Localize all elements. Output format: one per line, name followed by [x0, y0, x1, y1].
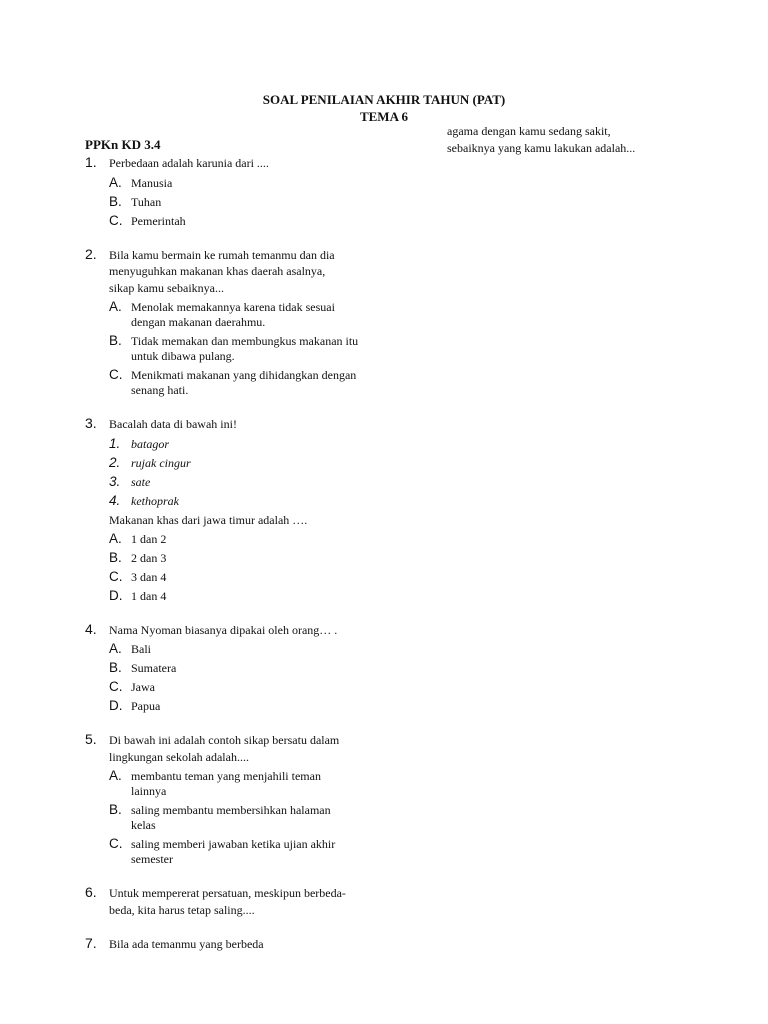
item-number: 4.	[109, 492, 121, 508]
option-letter: A.	[109, 530, 122, 546]
option	[85, 837, 361, 867]
question-1	[85, 155, 375, 172]
question-number: 1.	[85, 154, 97, 170]
data-item	[85, 437, 375, 452]
question-text: Perbedaan adalah karunia dari ....	[109, 156, 269, 170]
question-number: 5.	[85, 731, 97, 747]
option-text: Menikmati makanan yang dihidangkan dengan senang hati.	[131, 368, 357, 397]
item-number: 2.	[109, 454, 121, 470]
option-text: Menolak memakannya karena tidak sesuai dengan makanan daerahmu.	[131, 300, 335, 329]
option	[85, 334, 361, 364]
question-4	[85, 622, 375, 639]
section-heading: PPKn KD 3.4	[85, 137, 161, 152]
option-letter: D.	[109, 587, 123, 603]
option	[85, 195, 375, 210]
item-text: rujak cingur	[131, 455, 191, 470]
item-number: 3.	[109, 473, 121, 489]
question-number: 2.	[85, 245, 97, 262]
option-letter: A.	[109, 768, 122, 783]
option-letter: A.	[109, 641, 122, 656]
option-text: Tidak memakan dan membungkus makanan itu untuk dibawa pulang.	[131, 334, 359, 363]
question-6	[85, 885, 349, 918]
left-column	[85, 137, 375, 953]
option	[85, 661, 375, 676]
question-text: Untuk mempererat persatuan, meskipun berbeda-beda, kita harus tetap saling....	[109, 886, 346, 917]
option-letter: C.	[109, 836, 123, 851]
option-text: Bali	[131, 642, 151, 656]
option-letter: B.	[109, 660, 122, 675]
option	[85, 699, 375, 714]
question-number: 6.	[85, 884, 97, 900]
option-letter: C.	[109, 212, 123, 228]
question-text: Bila kamu bermain ke rumah temanmu dan dia menyuguhkan makanan khas daerah asalnya, sikap kamu sebaiknya...	[109, 247, 335, 295]
option-letter: C.	[109, 367, 123, 382]
page-title: SOAL PENILAIAN AKHIR TAHUN (PAT)	[262, 92, 506, 107]
option-letter: B.	[109, 333, 122, 348]
item-text: kethoprak	[131, 493, 179, 508]
option	[85, 300, 361, 330]
option-text: 1 dan 2	[131, 531, 167, 546]
option-text: 3 dan 4	[131, 569, 167, 584]
option-text: Papua	[131, 699, 161, 713]
option	[85, 589, 375, 604]
option	[85, 368, 361, 398]
option-text: Pemerintah	[131, 213, 186, 228]
question-number: 4.	[85, 620, 97, 637]
question-3	[85, 416, 375, 433]
option-text: 1 dan 4	[131, 588, 167, 603]
item-text: sate	[131, 474, 151, 489]
option-letter: C.	[109, 568, 123, 584]
question-text: Di bawah ini adalah contoh sikap bersatu dalam lingkungan sekolah adalah....	[109, 733, 340, 764]
question-5	[85, 732, 371, 765]
question-2	[85, 247, 349, 297]
option	[85, 642, 375, 657]
option-text: Manusia	[131, 175, 173, 190]
option-text: saling memberi jawaban ketika ujian akhir semester	[131, 837, 336, 866]
data-item	[85, 456, 375, 471]
option-letter: A.	[109, 174, 122, 190]
option	[85, 769, 357, 799]
question-text: Nama Nyoman biasanya dipakai oleh orang… .	[109, 622, 338, 637]
option-letter: C.	[109, 679, 123, 694]
option	[85, 214, 375, 229]
option-letter: B.	[109, 802, 122, 817]
option-text: saling membantu membersihkan halaman kelas	[131, 803, 331, 832]
question-number: 7.	[85, 935, 97, 951]
option-text: Jawa	[131, 680, 155, 694]
option-text: Tuhan	[131, 194, 162, 209]
option	[85, 803, 357, 833]
option-text: membantu teman yang menjahili teman lainnya	[131, 769, 321, 798]
data-item	[85, 494, 375, 509]
option-text: Sumatera	[131, 661, 177, 675]
option-letter: A.	[109, 299, 122, 314]
question-prompt: Makanan khas dari jawa timur adalah ….	[109, 512, 308, 527]
option	[85, 532, 375, 547]
page-subtitle: TEMA 6	[359, 109, 409, 124]
option-letter: B.	[109, 193, 122, 209]
question-text: Bila ada temanmu yang berbeda	[109, 937, 264, 951]
option	[85, 680, 375, 695]
option-letter: D.	[109, 698, 123, 713]
option-text: 2 dan 3	[131, 550, 167, 565]
item-text: batagor	[131, 436, 170, 451]
question-text: Bacalah data di bawah ini!	[109, 417, 237, 431]
option	[85, 176, 375, 191]
option	[85, 570, 375, 585]
question-number: 3.	[85, 415, 97, 431]
right-column-continuation: agama dengan kamu sedang sakit, sebaiknya yang kamu lakukan adalah...	[447, 124, 636, 155]
data-item	[85, 475, 375, 490]
option	[85, 551, 375, 566]
option-letter: B.	[109, 549, 122, 565]
question-7	[85, 936, 375, 953]
item-number: 1.	[109, 435, 121, 451]
